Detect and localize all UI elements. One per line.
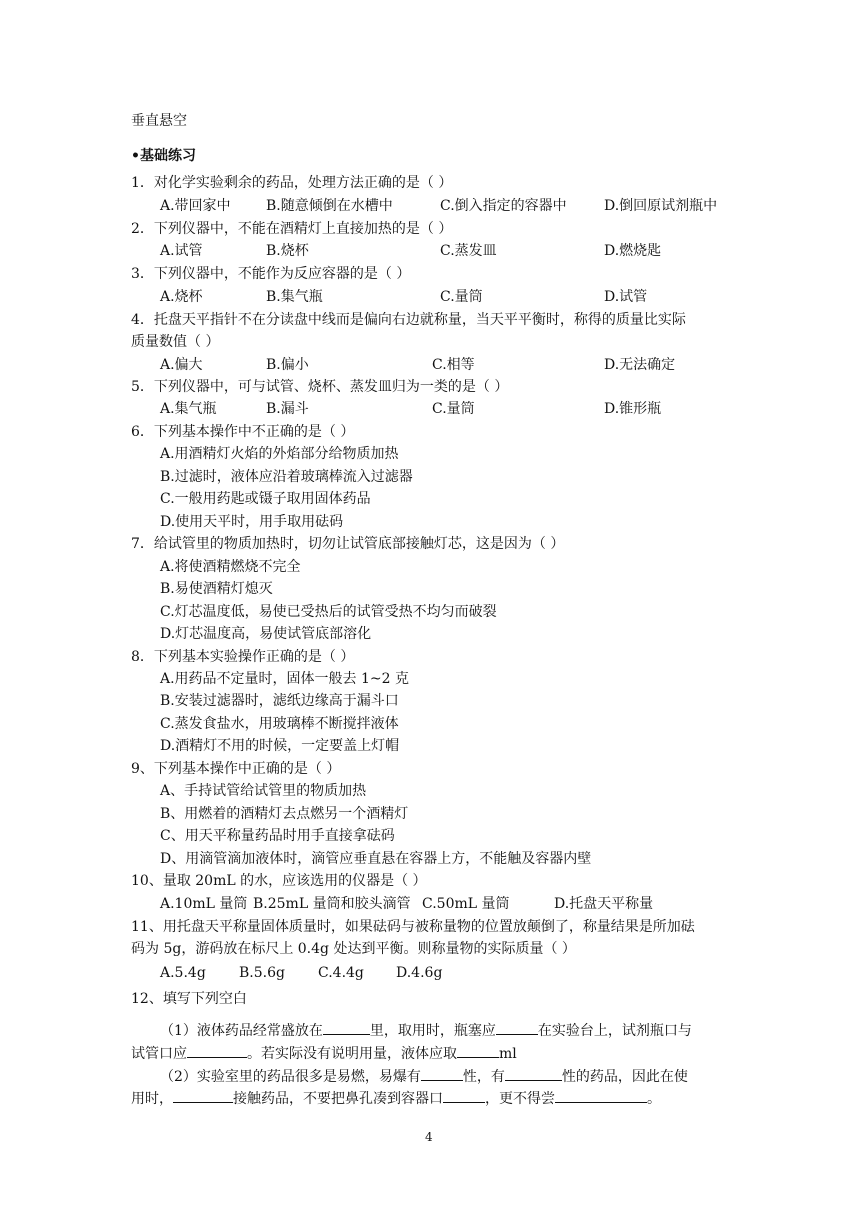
option-d: D.无法确定	[604, 357, 676, 373]
option-b: B.漏斗	[266, 401, 309, 417]
question-6-option-a: A.用酒精灯火焰的外焰部分给物质加热	[160, 446, 399, 462]
question-6-option-b: B.过滤时，液体应沿着玻璃棒流入过滤器	[160, 469, 413, 485]
question-10-stem: 10、量取 20mL 的水，应该选用的仪器是（ ）	[131, 873, 427, 889]
question-8-option-c: C.蒸发食盐水，用玻璃棒不断搅拌液体	[160, 716, 399, 732]
question-9-option-a: A、手持试管给试管里的物质加热	[160, 783, 367, 799]
blank-line	[421, 1066, 463, 1081]
fill-text: 性，有	[462, 1069, 505, 1085]
option-b: B.烧杯	[266, 243, 309, 259]
question-4-stem-line1: 4．托盘天平指针不在分读盘中线而是偏向右边就称量，当天平平衡时，称得的质量比实际	[131, 312, 686, 328]
question-5-stem: 5．下列仪器中，可与试管、烧杯、蒸发皿归为一类的是（ ）	[131, 379, 509, 395]
question-9-option-c: C、用天平称量药品时用手直接拿砝码	[160, 828, 395, 844]
question-7-stem: 7．给试管里的物质加热时，切勿让试管底部接触灯芯，这是因为（ ）	[131, 536, 565, 552]
question-11-stem-line1: 11、用托盘天平称量固体质量时，如果砝码与被称量物的位置放颠倒了，称量结果是所加砝	[131, 919, 695, 935]
question-9-option-b: B、用燃着的酒精灯去点燃另一个酒精灯	[160, 806, 409, 822]
question-7-option-c: C.灯芯温度低，易使已受热后的试管受热不均匀而破裂	[160, 604, 497, 620]
option-a: A.5.4g	[160, 965, 206, 981]
question-12-part1-line2	[131, 1043, 517, 1063]
fill-text: 。	[647, 1091, 661, 1107]
option-a: A.试管	[160, 243, 203, 259]
fill-text: ，更不得尝	[485, 1091, 555, 1107]
option-a: A.10mL 量筒	[160, 896, 248, 912]
option-c: C.50mL 量筒	[422, 896, 510, 912]
option-d: D.锥形瓶	[604, 401, 662, 417]
fill-text: 用时，	[131, 1091, 173, 1107]
question-8-option-b: B.安装过滤器时，滤纸边缘高于漏斗口	[160, 693, 399, 709]
question-9-option-d: D、用滴管滴加液体时，滴管应垂直悬在容器上方，不能触及容器内壁	[160, 851, 592, 867]
question-4-stem-line2: 质量数值（ ）	[131, 334, 220, 350]
question-8-stem: 8．下列基本实验操作正确的是（ ）	[131, 649, 355, 665]
question-8-option-d: D.酒精灯不用的时候，一定要盖上灯帽	[160, 738, 400, 754]
question-7-option-d: D.灯芯温度高，易使试管底部溶化	[160, 626, 372, 642]
fill-text: 性的药品，因此在使	[561, 1069, 688, 1085]
top-note: 垂直悬空	[131, 113, 187, 129]
fill-text: 接触药品，不要把鼻孔凑到容器口	[233, 1091, 443, 1107]
question-12-stem: 12、填写下列空白	[131, 991, 247, 1007]
option-d: D.试管	[604, 289, 648, 305]
page-number: 4	[425, 1130, 433, 1144]
blank-line	[457, 1043, 499, 1058]
question-12-part1-line1	[160, 1020, 692, 1040]
option-d: D.燃烧匙	[604, 243, 662, 259]
option-c: C.蒸发皿	[440, 243, 497, 259]
option-c: C.量筒	[440, 289, 483, 305]
question-11-stem-line2: 码为 5g，游码放在标尺上 0.4g 处达到平衡。则称量物的实际质量（ ）	[131, 941, 576, 957]
option-d: D.4.6g	[396, 965, 443, 981]
blank-line	[555, 1088, 647, 1103]
question-12-part2-line2	[131, 1088, 661, 1108]
fill-text: 里，取用时，瓶塞应	[369, 1023, 496, 1039]
option-a: A.烧杯	[160, 289, 203, 305]
fill-text: 试管口应	[131, 1046, 187, 1062]
blank-line	[496, 1020, 538, 1035]
fill-text: （1）液体药品经常盛放在	[160, 1023, 323, 1039]
option-c: C.4.4g	[318, 965, 364, 981]
blank-line	[505, 1066, 562, 1081]
option-b: B.集气瓶	[266, 289, 323, 305]
blank-line	[173, 1088, 233, 1103]
section-title: •基础练习	[131, 148, 196, 164]
question-1-stem: 1．对化学实验剩余的药品，处理方法正确的是（ ）	[131, 175, 453, 191]
question-8-option-a: A.用药品不定量时，固体一般去 1~2 克	[160, 671, 410, 687]
option-a: A.集气瓶	[160, 401, 217, 417]
fill-text: 在实验台上，试剂瓶口与	[537, 1023, 692, 1039]
question-2-stem: 2．下列仪器中，不能在酒精灯上直接加热的是（ ）	[131, 221, 453, 237]
question-6-stem: 6．下列基本操作中不正确的是（ ）	[131, 424, 355, 440]
question-9-stem: 9、下列基本操作中正确的是（ ）	[131, 761, 341, 777]
blank-line	[443, 1088, 485, 1103]
option-c: C.相等	[432, 357, 475, 373]
question-12-part2-line1	[160, 1066, 688, 1086]
fill-text: ml	[499, 1046, 517, 1062]
fill-text: （2）实验室里的药品很多是易燃，易爆有	[160, 1069, 421, 1085]
question-7-option-b: B.易使酒精灯熄灭	[160, 581, 273, 597]
option-d: D.托盘天平称量	[554, 896, 654, 912]
option-d: D.倒回原试剂瓶中	[604, 198, 718, 214]
question-3-stem: 3．下列仪器中，不能作为反应容器的是（ ）	[131, 266, 411, 282]
blank-line	[323, 1020, 370, 1035]
question-6-option-d: D.使用天平时，用手取用砝码	[160, 514, 344, 530]
question-6-option-c: C.一般用药匙或镊子取用固体药品	[160, 491, 371, 507]
option-b: B.25mL 量筒和胶头滴管	[253, 896, 411, 912]
option-c: C.倒入指定的容器中	[440, 198, 567, 214]
blank-line	[187, 1043, 247, 1058]
option-b: B.随意倾倒在水槽中	[266, 198, 393, 214]
option-a: A.偏大	[160, 357, 203, 373]
option-a: A.带回家中	[160, 198, 231, 214]
option-c: C.量筒	[432, 401, 475, 417]
question-7-option-a: A.将使酒精燃烧不完全	[160, 559, 301, 575]
option-b: B.5.6g	[239, 965, 285, 981]
option-b: B.偏小	[266, 357, 309, 373]
fill-text: 。若实际没有说明用量，液体应取	[247, 1046, 457, 1062]
